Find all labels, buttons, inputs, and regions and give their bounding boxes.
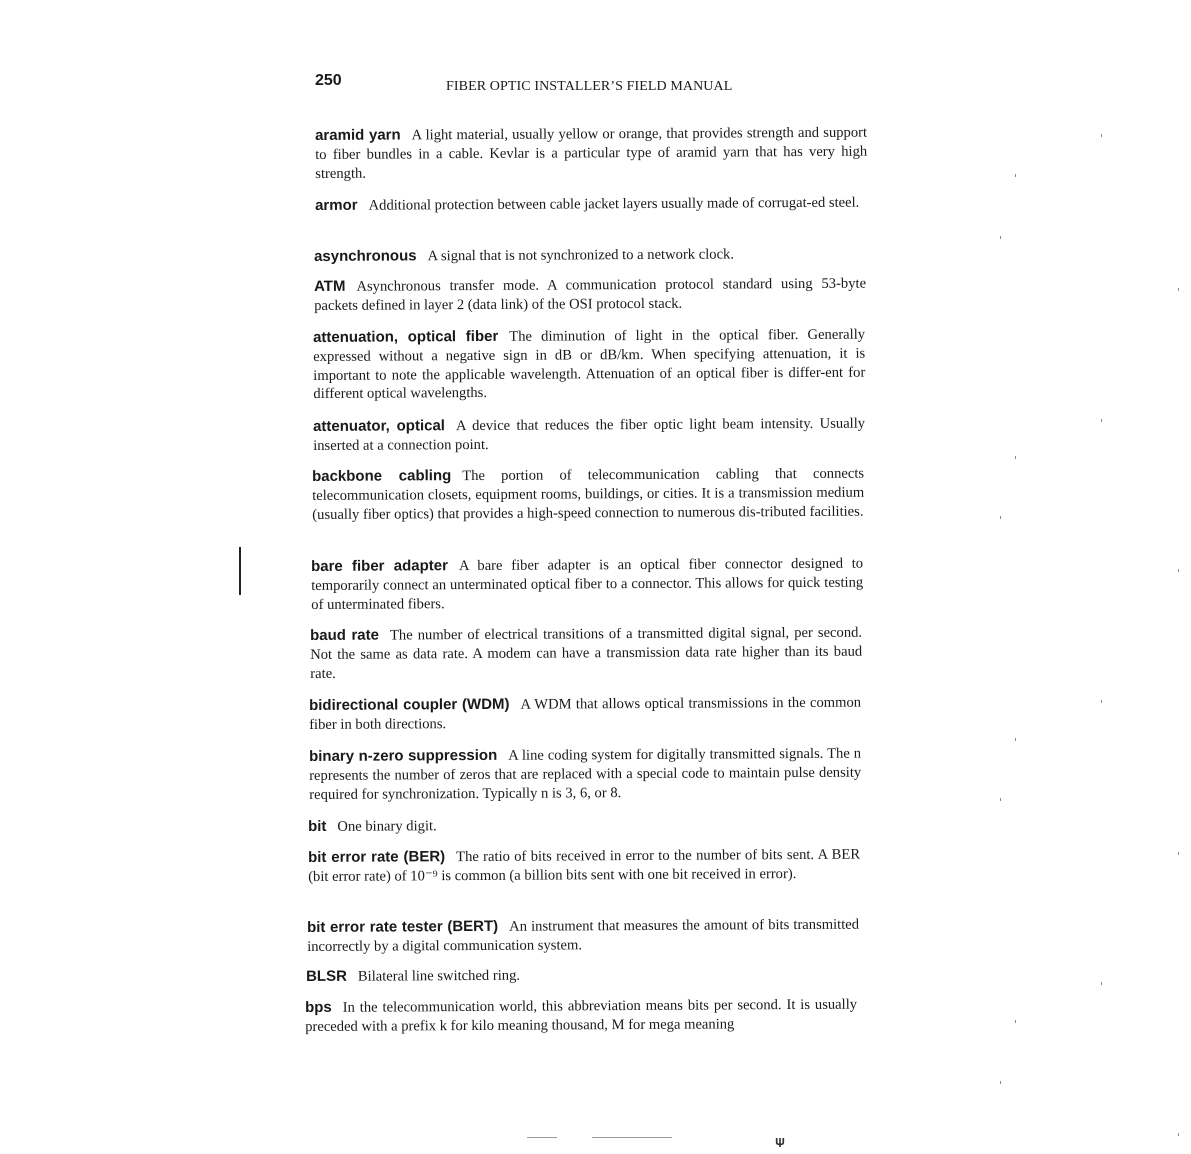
glossary-definition: The diminution of light in the optical fiber. Generally expressed without a negative sign in dB or dB/km. When specifying attenuation, it is important to note the applicable wavelength. Attenuation of an optical fiber is differ-ent for different optical wavelengths. xyxy=(313,326,866,403)
glossary-entry xyxy=(305,996,857,1037)
glossary-entry xyxy=(314,275,866,316)
glossary-definition: A signal that is not synchronized to a network clock. xyxy=(427,246,735,265)
glossary-entry xyxy=(307,916,859,957)
glossary-definition: In the telecommunication world, this abbreviation means bits per second. It is usually preceded with a prefix k for kilo meaning thousand, M for mega meaning xyxy=(305,996,858,1035)
scan-speck xyxy=(1015,456,1016,459)
glossary-definition: A light material, usually yellow or orange, that provides strength and support to fiber bundles in a cable. Kevlar is a particular type of aramid yarn that has very high strength. xyxy=(315,124,868,182)
scan-speck xyxy=(1178,569,1179,572)
glossary-definition: A WDM that allows optical transmissions in the common fiber in both directions. xyxy=(309,694,862,733)
glossary-entry xyxy=(310,624,862,684)
glossary-definition: A device that reduces the fiber optic light beam intensity. Usually inserted at a connection point. xyxy=(313,415,866,454)
glossary-definition: An instrument that measures the amount of bits transmitted incorrectly by a digital communication system. xyxy=(307,916,860,955)
scan-speck xyxy=(1101,982,1102,985)
glossary-term: ATM xyxy=(314,277,346,295)
glossary-term: bidirectional coupler (WDM) xyxy=(309,695,510,714)
glossary-entry xyxy=(309,745,861,805)
scan-speck xyxy=(1178,288,1179,291)
scan-speck xyxy=(1178,1133,1179,1136)
glossary-term: bit error rate (BER) xyxy=(308,848,446,866)
scan-speck xyxy=(1000,1081,1001,1084)
glossary-term: bare fiber adapter xyxy=(311,557,448,575)
page-number: 250 xyxy=(315,72,342,89)
glossary-definition: The ratio of bits received in error to the number of bits sent. A BER (bit error rate) of 10⁻⁹ is common (a billion bits sent with one bit received in error). xyxy=(308,846,861,885)
glossary-term: binary n-zero suppression xyxy=(309,746,498,765)
glossary-entry xyxy=(306,965,858,987)
footer-mark: 𝚿 xyxy=(775,1136,785,1150)
glossary-definition: Asynchronous transfer mode. A communication protocol standard using 53-byte packets defined in layer 2 (data link) of the OSI protocol stack. xyxy=(314,275,867,314)
glossary-definition: The number of electrical transitions of a transmitted digital signal, per second. Not the same as data rate. A modem can have a transmission data rate higher than its baud rate. xyxy=(310,624,863,682)
glossary-definition: One binary digit. xyxy=(337,818,437,835)
glossary-term: BLSR xyxy=(306,967,347,985)
scan-speck xyxy=(1101,419,1102,422)
running-head: FIBER OPTIC INSTALLER’S FIELD MANUAL xyxy=(446,79,733,94)
glossary-term: asynchronous xyxy=(314,247,417,265)
glossary-term: baud rate xyxy=(310,626,380,644)
glossary-term: backbone cabling xyxy=(312,467,452,485)
scan-speck xyxy=(1000,516,1001,519)
glossary-entry xyxy=(313,326,865,405)
glossary-term: bit xyxy=(308,817,327,835)
glossary-definition: The portion of telecommunication cabling that connects telecommunication closets, equipment rooms, buildings, or cities. It is a transmission medium (usually fiber optics) that provides a high-speed connection to numerous dis-tributed facilities. xyxy=(312,465,865,523)
footer-dash xyxy=(592,1137,672,1138)
glossary-entry xyxy=(309,694,861,735)
glossary-entry xyxy=(308,846,860,887)
glossary-entry xyxy=(311,555,863,615)
glossary-term: bps xyxy=(305,998,332,1016)
scan-speck xyxy=(1015,1020,1016,1023)
scan-speck xyxy=(1000,236,1001,239)
glossary-term: bit error rate tester (BERT) xyxy=(307,917,499,936)
glossary-definition: A line coding system for digitally transmitted signals. The n represents the number of zeros that are replaced with a special code to maintain pulse density required for synchronization. Typically n is 3, 6, or 8. xyxy=(309,745,862,803)
scan-speck xyxy=(1000,798,1001,801)
glossary-term: aramid yarn xyxy=(315,126,401,144)
scan-speck xyxy=(1101,134,1102,137)
glossary-entry xyxy=(308,815,860,837)
glossary-definition: Bilateral line switched ring. xyxy=(357,967,521,985)
glossary-definition: A bare fiber adapter is an optical fiber connector designed to temporarily connect an unterminated optical fiber to a connector. This allows for quick testing of unterminated fibers. xyxy=(311,555,864,613)
glossary-term: attenuation, optical fiber xyxy=(313,327,499,346)
glossary-entry xyxy=(313,415,865,456)
scan-speck xyxy=(1178,852,1179,855)
scan-speck xyxy=(1101,700,1102,703)
footer-dash xyxy=(527,1137,557,1138)
glossary-entry xyxy=(315,124,867,184)
glossary-term: attenuator, optical xyxy=(313,417,446,435)
glossary-term: armor xyxy=(315,196,358,214)
scan-speck xyxy=(1015,738,1016,741)
margin-mark xyxy=(239,547,241,595)
glossary-definition: Additional protection between cable jacket layers usually made of corrugat-ed steel. xyxy=(368,194,860,214)
glossary-entry xyxy=(314,245,866,267)
glossary-entry xyxy=(315,194,867,216)
scan-speck xyxy=(1015,174,1016,177)
glossary-entry xyxy=(312,465,864,525)
